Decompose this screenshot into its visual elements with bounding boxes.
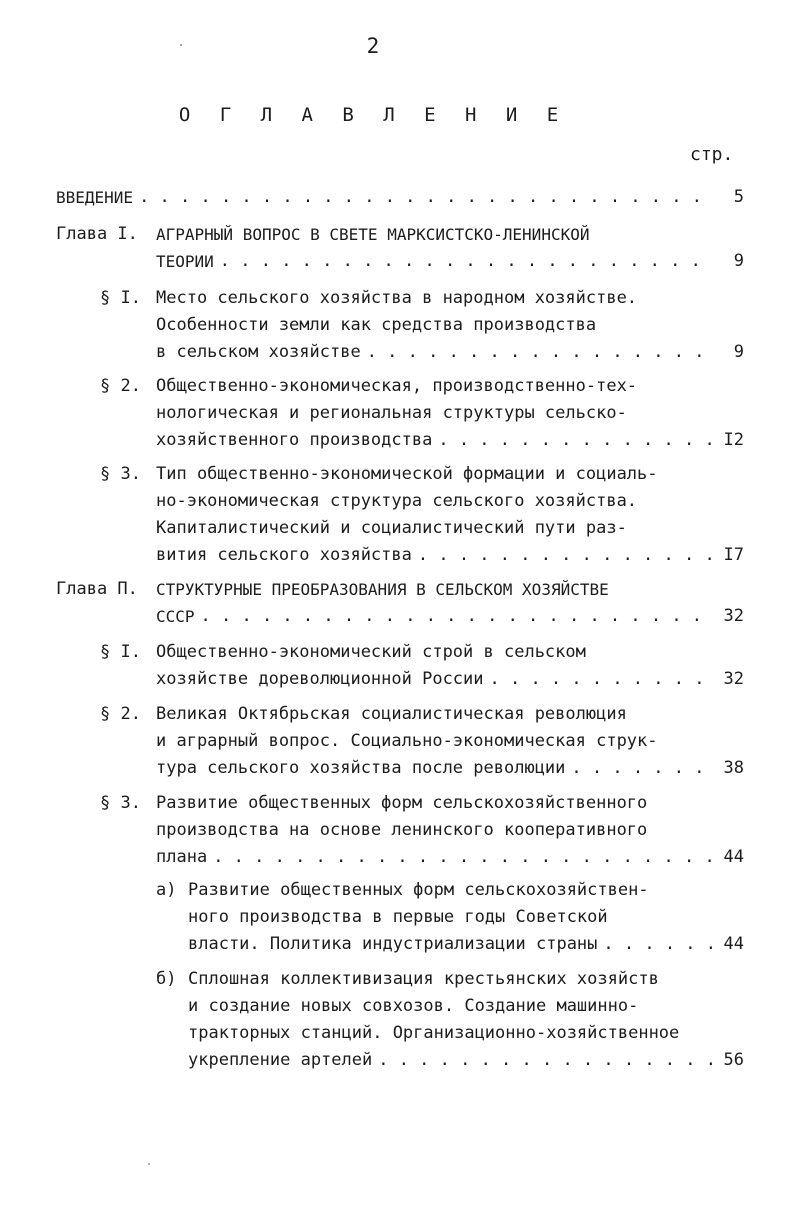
entry-prefix: Глава I.: [56, 224, 138, 244]
toc-entry-ch1-section-2: [100, 373, 744, 454]
scan-speck: [180, 44, 182, 46]
entry-title-line: ного производства в первые годы Советской: [188, 907, 608, 927]
entry-prefix: § I.: [100, 642, 141, 662]
dot-leader: [361, 339, 714, 366]
entry-prefix: § 3.: [100, 464, 141, 484]
entry-title-line: в сельском хозяйстве: [156, 342, 361, 362]
entry-title-line: Великая Октябрьская социалистическая революция: [156, 704, 627, 724]
dot-leader: [412, 542, 714, 569]
entry-prefix: Глава П.: [56, 579, 138, 599]
entry-title-line: СТРУКТУРНЫЕ ПРЕОБРАЗОВАНИЯ В СЕЛЬСКОМ ХОЗЯЙСТВЕ: [156, 580, 609, 599]
toc-entry-chapter-1: [56, 221, 744, 275]
entry-page: 38: [723, 758, 744, 778]
toc-entry-ch1-section-3: [100, 461, 744, 569]
entry-page: 32: [723, 606, 744, 626]
toc-entry-subsection-a: [156, 877, 744, 958]
entry-title-line: Место сельского хозяйства в народном хозяйстве.: [156, 288, 638, 308]
dot-leader: [565, 755, 714, 782]
entry-title-line: ТЕОРИИ: [156, 252, 214, 271]
entry-page: I2: [723, 430, 744, 450]
entry-title-line: и аграрный вопрос. Социально-экономическая струк-: [156, 731, 658, 751]
entry-title-line: Развитие общественных форм сельскохозяйственного: [156, 793, 648, 813]
entry-title-line: Общественно-экономическая, производственно-тех-: [156, 376, 638, 396]
entry-title-line: Сплошная коллективизация крестьянских хозяйств: [188, 969, 659, 989]
entry-page: 9: [733, 251, 744, 271]
entry-title-line: АГРАРНЫЙ ВОПРОС В СВЕТЕ МАРКСИСТСКО-ЛЕНИНСКОЙ: [156, 225, 590, 244]
entry-title-line: СССР: [156, 607, 195, 626]
entry-title-line: власти. Политика индустриализации страны: [188, 934, 598, 954]
entry-title-line: тура сельского хозяйства после революции: [156, 758, 566, 778]
entry-page: 44: [723, 934, 744, 954]
page-number: 2: [366, 34, 380, 58]
entry-title-line: но-экономическая структура сельского хозяйства.: [156, 491, 638, 511]
entry-prefix: § I.: [100, 288, 141, 308]
dot-leader: [195, 603, 714, 630]
toc-entry-chapter-2: [56, 576, 744, 630]
toc-entry-ch2-section-2: [100, 701, 744, 782]
toc-entry-ch2-section-1: [100, 639, 744, 693]
entry-title-line: хозяйстве дореволюционной России: [156, 669, 484, 689]
dot-leader: [597, 931, 714, 958]
entry-title-line: плана: [156, 847, 208, 867]
dot-leader: [432, 427, 714, 454]
entry-prefix: § 2.: [100, 704, 141, 724]
entry-title-line: Капиталистический и социалистический пути раз-: [156, 518, 627, 538]
toc-entry-introduction: [56, 184, 744, 211]
scan-speck: [148, 1163, 150, 1165]
page-column-label: стр.: [690, 144, 734, 165]
entry-page: 5: [733, 187, 744, 207]
entry-page: 56: [723, 1050, 744, 1070]
contents-title: О Г Л А В Л Е Н И Е: [178, 104, 568, 126]
entry-title-line: Тип общественно-экономической формации и социаль-: [156, 464, 658, 484]
toc-entry-ch1-section-1: [100, 285, 744, 366]
entry-title-line: производства на основе ленинского кооперативного: [156, 820, 648, 840]
entry-title-line: и создание новых совхозов. Создание машинно-: [188, 996, 639, 1016]
entry-title-line: ВВЕДЕНИЕ: [56, 188, 134, 207]
entry-title-line: хозяйственного производства: [156, 430, 433, 450]
entry-page: 44: [723, 847, 744, 867]
entry-title-line: Развитие общественных форм сельскохозяйствен-: [188, 880, 649, 900]
entry-page: I7: [723, 545, 744, 565]
entry-title-line: тракторных станций. Организационно-хозяйственное: [188, 1023, 680, 1043]
entry-title-line: укрепление артелей: [188, 1050, 373, 1070]
entry-prefix: а): [156, 880, 177, 900]
dot-leader: [372, 1047, 714, 1074]
dot-leader: [207, 844, 714, 871]
toc-entry-ch2-section-3: [100, 790, 744, 871]
entry-page: 9: [733, 342, 744, 362]
dot-leader: [484, 666, 714, 693]
dot-leader: [214, 248, 714, 275]
entry-prefix: § 2.: [100, 376, 141, 396]
dot-leader: [133, 184, 714, 211]
toc-entry-subsection-b: [156, 966, 744, 1074]
entry-title-line: Общественно-экономический строй в сельском: [156, 642, 586, 662]
entry-page: 32: [723, 669, 744, 689]
entry-title-line: Особенности земли как средства производства: [156, 315, 597, 335]
entry-prefix: § 3.: [100, 793, 141, 813]
entry-title-line: нологическая и региональная структуры сельско-: [156, 403, 627, 423]
entry-prefix: б): [156, 969, 177, 989]
entry-title-line: вития сельского хозяйства: [156, 545, 412, 565]
